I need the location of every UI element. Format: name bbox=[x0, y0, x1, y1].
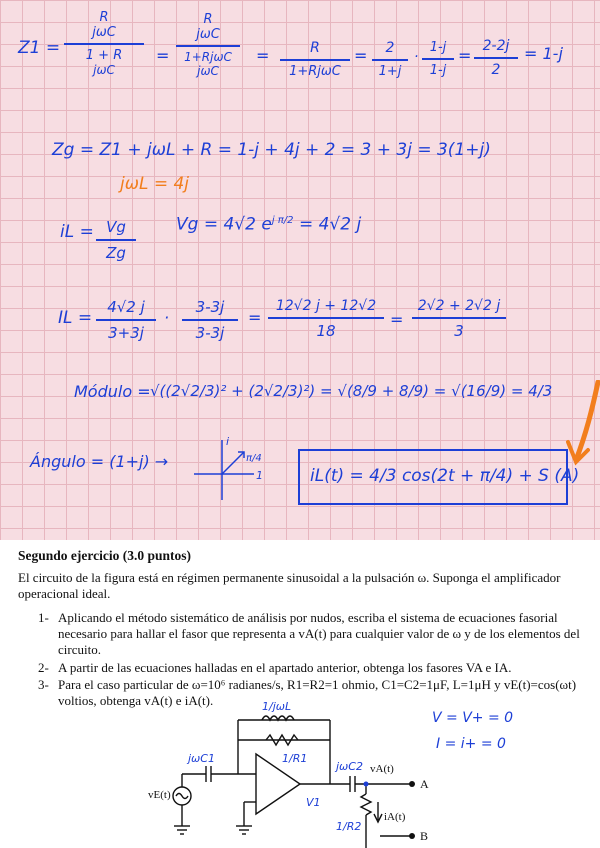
z1-f3-num: R bbox=[310, 40, 320, 56]
angle-axes-icon bbox=[190, 436, 260, 506]
item-number: 1- bbox=[38, 610, 49, 625]
il2-frac-2 bbox=[182, 298, 238, 342]
exercise-title: Segundo ejercicio (3.0 puntos) bbox=[18, 548, 192, 563]
il2-f1-num: 4√2 j bbox=[107, 298, 145, 316]
hand-vplus: V = V+ = 0 bbox=[432, 710, 514, 726]
answer-text: iL(t) = 4/3 cos(2t + π/4) + S (A) bbox=[310, 466, 580, 486]
z1-f4-num: 2 bbox=[385, 40, 395, 56]
hand-iplus: I = i+ = 0 bbox=[436, 736, 506, 752]
z1-f2-den: 1+RjωC bbox=[184, 49, 232, 64]
exercise-item-2 bbox=[38, 660, 583, 676]
z1-f2-den-sub: jωC bbox=[197, 63, 219, 78]
vg-line: Vg = 4√2 $e^{j \pi/2} = 4√2$ j bbox=[176, 214, 362, 235]
z1-frac-5 bbox=[422, 40, 454, 78]
il-den: Zg bbox=[106, 243, 126, 262]
eq-1: = bbox=[156, 46, 170, 65]
z1-f1-num: R bbox=[99, 10, 109, 25]
item-text: Para el caso particular de ω=10⁶ radianes/s, R1=R2=1 ohmio, C1=C2=1μF, L=1μH y vE(t)=cos(ωt) voltios, obtenga vA(t) e iA(t). bbox=[58, 677, 577, 708]
z1-frac-3 bbox=[280, 40, 350, 79]
modulo-label: Módulo = bbox=[74, 382, 151, 401]
z1-f6-den: 2 bbox=[491, 61, 501, 78]
label-a: A bbox=[420, 777, 429, 791]
eq-3: = bbox=[354, 46, 368, 65]
z1-f3-den: 1+RjωC bbox=[289, 63, 341, 79]
item-text: A partir de las ecuaciones halladas en el apartado anterior, obtenga los fasores VA e IA. bbox=[58, 660, 512, 675]
il-num: Vg bbox=[106, 218, 126, 236]
z1-frac-6 bbox=[474, 38, 518, 78]
item-number: 2- bbox=[38, 660, 49, 675]
il2-frac-1 bbox=[96, 298, 156, 342]
resistor-r2-icon bbox=[361, 794, 371, 815]
z1-f1-den-a: 1 + R bbox=[85, 47, 123, 63]
il2-f2-num: 3-3j bbox=[195, 298, 225, 316]
z1-f2-num-sub: jωC bbox=[196, 27, 220, 42]
z1-f2-num: R bbox=[203, 12, 213, 27]
dot-1: · bbox=[414, 49, 419, 65]
hand-1r1: 1/R1 bbox=[282, 752, 308, 765]
circuit-diagram bbox=[140, 698, 440, 848]
z1-frac-1 bbox=[64, 10, 144, 77]
zg-line: Zg = Z1 + jωL + R = 1-j + 4j + 2 = 3 + 3j = 3(1+j) bbox=[52, 140, 491, 160]
hand-v1: V1 bbox=[306, 796, 321, 809]
il2-f4-den: 3 bbox=[454, 321, 464, 340]
hand-jwc1: jωC1 bbox=[188, 752, 215, 765]
il-label: iL = bbox=[60, 222, 94, 242]
eq-4: = bbox=[458, 46, 472, 65]
answer-box bbox=[298, 449, 580, 505]
angulo-label: Ángulo = (1+j) → bbox=[30, 452, 169, 471]
z1-label: Z1 = bbox=[18, 38, 61, 58]
axis-i: i bbox=[226, 435, 230, 448]
il-frac bbox=[96, 218, 136, 262]
axis-1: 1 bbox=[256, 469, 263, 482]
hand-1jwl: 1/jωL bbox=[262, 700, 292, 713]
z1-f1-num-sub: jωC bbox=[92, 25, 116, 40]
il2-frac-4 bbox=[412, 298, 506, 340]
exercise-intro: El circuito de la figura está en régimen permanente sinusoidal a la pulsación ω. Suponga el amplificador operacional ideal. bbox=[18, 570, 561, 601]
il2-f2-den: 3-3j bbox=[195, 323, 225, 342]
z1-f5-den: 1-j bbox=[429, 62, 447, 78]
z1-frac-2 bbox=[176, 12, 240, 78]
label-ia: iA(t) bbox=[384, 811, 406, 823]
eq-2: = bbox=[256, 46, 270, 65]
label-ve: vE(t) bbox=[148, 789, 171, 801]
item-number: 3- bbox=[38, 677, 49, 692]
il2-f3-num: 12√2 j + 12√2 bbox=[275, 298, 377, 314]
label-va: vA(t) bbox=[370, 763, 394, 775]
z1-f5-num: 1-j bbox=[429, 40, 447, 55]
hand-1r2: 1/R2 bbox=[336, 820, 362, 833]
exercise-section bbox=[0, 540, 600, 848]
z1-frac-4 bbox=[372, 40, 408, 79]
z1-result: = 1-j bbox=[524, 44, 563, 63]
modulo-expr: √((2√2/3)² + (2√2/3)²) = √(8/9 + 8/9) = √(16/9) = 4/3 bbox=[150, 382, 553, 400]
hand-jwc2: jωC2 bbox=[336, 760, 363, 773]
eq-6: = bbox=[390, 310, 404, 329]
z1-f4-den: 1+j bbox=[378, 63, 402, 79]
z1-f1-den-a-sub: jωC bbox=[93, 62, 115, 77]
il2-frac-3 bbox=[268, 298, 384, 340]
orange-arrow-icon bbox=[564, 380, 600, 470]
il2-f4-num: 2√2 + 2√2 j bbox=[417, 298, 501, 314]
item-text: Aplicando el método sistemático de análisis por nudos, escriba el sistema de ecuaciones fasorial necesario para hallar el fasor que representa a vA(t) para cualquier valor de ω y de los elementos del circuito. bbox=[58, 610, 580, 657]
eq-5: = bbox=[248, 308, 262, 327]
il2-f1-den: 3+3j bbox=[108, 323, 144, 342]
label-b: B bbox=[420, 829, 429, 843]
angle-mark: π/4 bbox=[246, 453, 262, 464]
exercise-item-1 bbox=[38, 610, 583, 658]
il2-f3-den: 18 bbox=[316, 321, 336, 340]
dot-2: · bbox=[164, 308, 170, 327]
z1-f6-num: 2-2j bbox=[482, 38, 510, 54]
il2-label: IL = bbox=[58, 308, 93, 328]
jwl-note: jωL = 4j bbox=[120, 174, 190, 194]
